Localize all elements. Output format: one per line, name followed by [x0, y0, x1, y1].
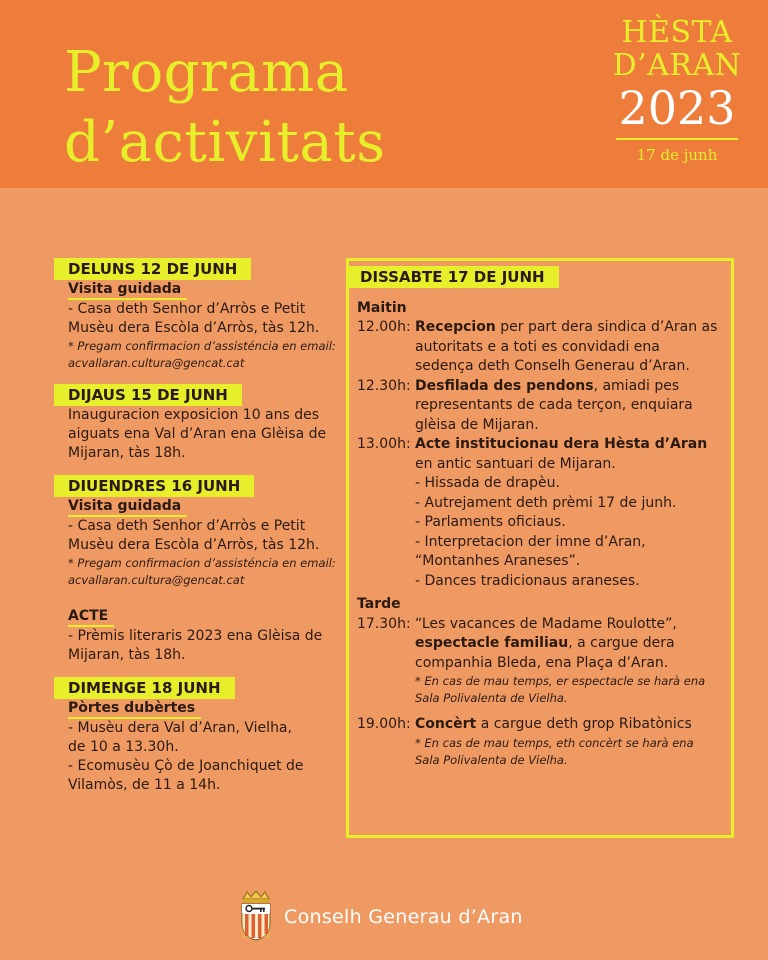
schedule-note: * En cas de mau temps, eth concèrt se harà ena Sala Polivalenta de Vielha. — [415, 735, 694, 767]
saturday-program-box — [346, 258, 734, 838]
schedule-subitem: - Interpretacion der imne d’Aran, “Montanhes Araneses”. — [415, 533, 646, 569]
activity-text: - Casa deth Senhor d’Arròs e Petit — [68, 301, 306, 317]
activity-text: Musèu dera Escòla d’Arròs, tàs 12h. — [68, 320, 320, 336]
festival-date: 17 de junh — [636, 146, 718, 164]
schedule-text: en antic santuari de Mijaran. — [415, 455, 616, 472]
title-line-2: d’activitats — [64, 110, 386, 175]
schedule-item — [349, 615, 731, 708]
schedule-text: per part dera sindica d’Aran as autoritats e a toti es convidadi ena sedença deth Conselh Generau d’Aran. — [415, 319, 718, 374]
schedule-highlight: espectacle familiau — [415, 635, 569, 651]
activity-text: Inauguracion exposicion 10 ans des — [68, 407, 320, 423]
schedule-text: “Les vacances de Madame Roulotte”, — [415, 615, 677, 632]
page-title — [64, 38, 386, 178]
schedule-subitem: - Parlaments oficiaus. — [415, 514, 566, 530]
schedule-time: 13.00h: — [357, 436, 411, 452]
activity-note: * Pregam confirmacion d’assisténcia en email: — [68, 556, 336, 570]
day-heading: DIUENDRES 16 JUNH — [54, 475, 254, 497]
day-heading: DELUNS 12 DE JUNH — [54, 258, 251, 280]
schedule-note: * En cas de mau temps, er espectacle se harà ena Sala Polivalenta de Vielha. — [415, 674, 706, 705]
schedule-item — [349, 318, 731, 377]
footer — [238, 890, 523, 944]
schedule-time: 12.00h: — [357, 319, 411, 335]
activity-email: acvallaran.cultura@gencat.cat — [68, 356, 245, 370]
schedule-subitem: - Dances tradicionaus araneses. — [415, 572, 640, 589]
schedule-item — [349, 377, 731, 436]
activity-note: * Pregam confirmacion d’assisténcia en email: — [68, 339, 336, 353]
activity-text: - Ecomusèu Çò de Joanchiquet de — [68, 758, 304, 774]
schedule-time: 12.30h: — [357, 377, 411, 394]
activity-text: Musèu dera Escòla d’Arròs, tàs 12h. — [68, 537, 320, 553]
activity-text: - Casa deth Senhor d’Arròs e Petit — [68, 518, 306, 534]
activity-text: Mijaran, tàs 18h. — [68, 647, 186, 663]
schedule-item — [349, 715, 731, 769]
festival-name-2: D’ARAN — [612, 48, 742, 83]
schedule-time: 17.30h: — [357, 615, 411, 632]
day-block-sunday — [54, 677, 344, 795]
section-afternoon: Tarde — [357, 596, 401, 612]
schedule-highlight: Acte institucionau dera Hèsta d’Aran — [415, 436, 708, 452]
schedule-highlight: Concèrt — [415, 716, 477, 732]
activity-subtitle: Visita guidada — [68, 497, 187, 517]
header-banner — [0, 0, 768, 188]
activity-text: Vilamòs, de 11 a 14h. — [68, 777, 221, 793]
activity-text: aiguats ena Val d’Aran ena Glèisa de — [68, 426, 327, 442]
schedule-subitem: - Autrejament deth prèmi 17 de junh. — [415, 494, 677, 511]
activity-subtitle: Visita guidada — [68, 280, 187, 300]
left-column — [54, 258, 344, 807]
title-line-1: Programa — [64, 40, 349, 105]
section-morning: Maitin — [357, 299, 407, 316]
day-heading: DIMENGE 18 JUNH — [54, 677, 235, 699]
day-block-thursday — [54, 384, 344, 463]
day-heading: DIJAUS 15 DE JUNH — [54, 384, 242, 406]
activity-email: acvallaran.cultura@gencat.cat — [68, 573, 245, 587]
schedule-item — [349, 435, 731, 591]
festival-year: 2023 — [618, 81, 736, 135]
schedule-text: a cargue deth grop Ribatònics — [476, 716, 692, 732]
day-block-friday — [54, 475, 344, 665]
day-heading: DISSABTE 17 DE JUNH — [346, 266, 559, 288]
schedule-subitem: - Hissada de drapèu. — [415, 475, 560, 491]
coat-of-arms-icon — [238, 889, 274, 945]
schedule-time: 19.00h: — [357, 716, 411, 732]
activity-text: de 10 a 13.30h. — [68, 739, 179, 755]
footer-label: Conselh Generau d’Aran — [284, 906, 523, 928]
festival-divider — [616, 138, 738, 140]
activity-subtitle: ACTE — [68, 607, 114, 627]
activity-text: Mijaran, tàs 18h. — [68, 445, 186, 461]
schedule-text: , a cargue dera companhia Bleda, ena Plaça d’Aran. — [415, 635, 675, 671]
schedule-text: , amiadi pes representants de cada terçon, enquiara glèisa de Mijaran. — [415, 377, 693, 433]
activity-text: - Musèu dera Val d’Aran, Vielha, — [68, 720, 292, 736]
schedule-highlight: Recepcion — [415, 319, 496, 335]
activity-subtitle: Pòrtes dubèrtes — [68, 699, 201, 719]
festival-name-1: HÈSTA — [621, 15, 733, 50]
day-block-monday — [54, 258, 344, 372]
schedule-highlight: Desfilada des pendons — [415, 377, 594, 394]
activity-text: - Prèmis literaris 2023 ena Glèisa de — [68, 628, 323, 644]
festival-logo — [612, 16, 742, 164]
